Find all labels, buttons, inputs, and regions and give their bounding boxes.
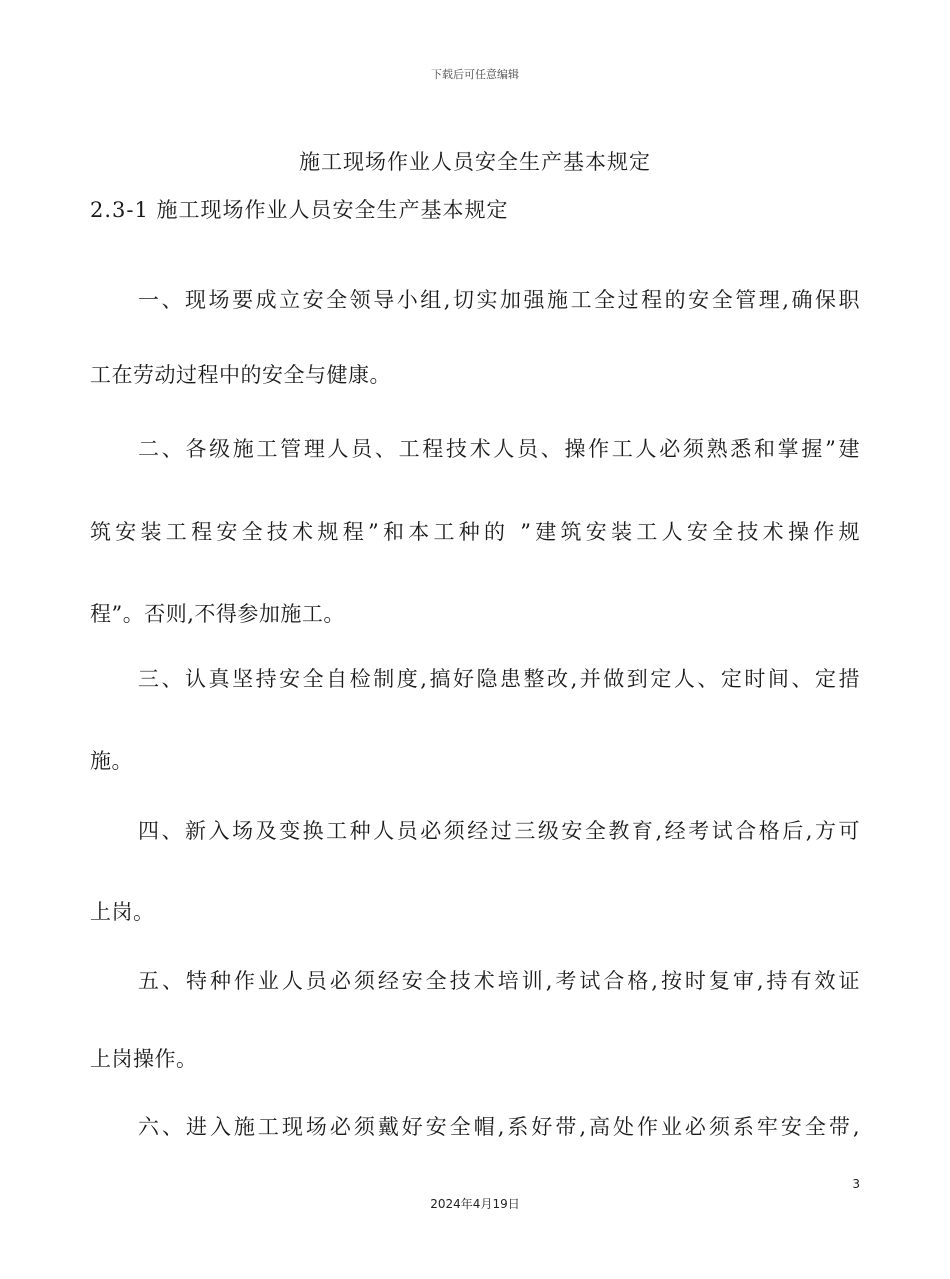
paragraph-line: 工在劳动过程中的安全与健康。 bbox=[90, 363, 391, 387]
paragraph-line: 一、现场要成立安全领导小组,切实加强施工全过程的安全管理,确保职 bbox=[138, 288, 860, 312]
paragraph-line: 六、进入施工现场必须戴好安全帽,系好带,高处作业必须系牢安全带, bbox=[138, 1115, 860, 1139]
document-title: 施工现场作业人员安全生产基本规定 bbox=[299, 150, 651, 174]
paragraph-line: 上岗。 bbox=[90, 900, 155, 924]
paragraph-line: 二、各级施工管理人员、工程技术人员、操作工人必须熟悉和掌握”建 bbox=[138, 437, 860, 461]
paragraph-line: 筑安装工程安全技术规程”和本工种的 ”建筑安装工人安全技术操作规 bbox=[90, 520, 860, 544]
section-title: 2.3-1 施工现场作业人员安全生产基本规定 bbox=[90, 198, 509, 222]
header-note: 下载后可任意编辑 bbox=[431, 68, 519, 81]
footer-date: 2024年4月19日 bbox=[430, 1197, 520, 1211]
paragraph-line: 上岗操作。 bbox=[90, 1047, 198, 1071]
paragraph-line: 施。 bbox=[90, 749, 133, 773]
paragraph-line: 程”。否则,不得参加施工。 bbox=[90, 602, 345, 626]
paragraph-line: 四、新入场及变换工种人员必须经过三级安全教育,经考试合格后,方可 bbox=[138, 819, 860, 843]
paragraph-line: 三、认真坚持安全自检制度,搞好隐患整改,并做到定人、定时间、定措 bbox=[138, 667, 860, 691]
paragraph-line: 五、特种作业人员必须经安全技术培训,考试合格,按时复审,持有效证 bbox=[138, 969, 860, 993]
page-number: 3 bbox=[852, 1177, 860, 1191]
